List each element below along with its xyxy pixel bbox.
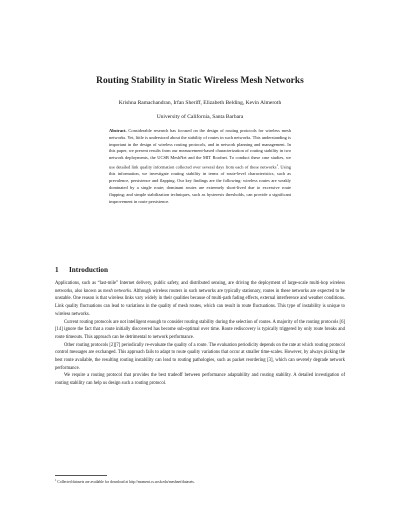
footnote-rule	[55, 475, 107, 476]
abstract-label: Abstract.	[109, 128, 127, 133]
paragraph-1	[55, 280, 345, 319]
author-list: Krishna Ramachandran, Irfan Sheriff, Elizabeth Belding, Kevin Almeroth	[118, 100, 282, 106]
abstract-text-2: . Using this information, we investigate routing stability in terms of route-level characteristics, such as prevalence, persistence and flapping. Our key findings are the following: wireless routes are weakly dominated by a single route; dominant routes are extremely short-lived due to excessive route flapping; and simple stabilization techniques, such as hysteresis thresholds, can provide a significant improvement in route persistence.	[109, 164, 291, 204]
paragraph-1-emphasis: mesh networks	[103, 288, 132, 294]
paragraph-1-text-a: Applications, such as “last-mile” Internet delivery, public safety, and distributed sensing, are driving the deployment of large-scale multi-hop wireless networks, also known as	[55, 281, 345, 294]
section-heading	[55, 266, 345, 274]
section-number: 1	[55, 266, 59, 274]
section-body	[55, 280, 345, 388]
footnote-mark: 1	[55, 478, 57, 482]
paragraph-2: Current routing protocols are not intelligent enough to consider routing stability during the selection of routes. A majority of the routing protocols [6] [14] ignore the fact that a route initially discovered has become sub-optimal over time. Route rediscovery is typically triggered by only route breaks and route timeouts. This approach can be detrimental to network performance.	[55, 319, 345, 340]
abstract-footnote-mark: 1	[276, 163, 278, 168]
affiliation: University of California, Santa Barbara	[156, 114, 244, 120]
paragraph-1-text-b: . Although wireless routers in such networks are typically stationary, routes in these networks are expected to be unstable. One reason is that wireless links vary widely in their qualities because of multi-path fading effects, external interference and weather conditions. Link quality fluctuations can lead to variations in the quality of mesh routes, which can result in route fluctuations. This type of instability is unique to wireless networks.	[55, 288, 345, 317]
section-title: Introduction	[69, 266, 109, 274]
footnote	[55, 478, 345, 485]
paper-title: Routing Stability in Static Wireless Mesh Networks	[96, 76, 304, 86]
abstract-text-1: Considerable research has focused on the design of routing protocols for wireless mesh networks. Yet, little is understood about the stability of routes in such networks. This understanding is important in the design of wireless routing protocols, and in network planning and management. In this paper, we present results from our measurement-based characterization of routing stability in two network deployments, the UCSB MeshNet and the MIT Roofnet. To conduct these case studies, we use detailed link quality information collected over several days from each of these networks	[109, 128, 291, 170]
footnote-text: Collected datasets are available for download at http://moment.cs.ucsb.edu/meshnet/datasets.	[56, 480, 195, 485]
paragraph-4: We require a routing protocol that provides the best tradeoff between performance adaptability and routing stability. A detailed investigation of routing stability can help us design such a routing protocol.	[55, 373, 345, 387]
abstract	[109, 128, 291, 205]
paragraph-3: Other routing protocols [2][7] periodically re-evaluate the quality of a route. The evaluation periodicity depends on the rate at which routing protocol control messages are exchanged. This approach fails to adapt to route quality variations that occur at smaller time-scales. However, by always picking the best route available, the resulting routing instability can lead to routing pathologies, such as packet reordering [3], which can severely degrade network performance.	[55, 342, 345, 371]
